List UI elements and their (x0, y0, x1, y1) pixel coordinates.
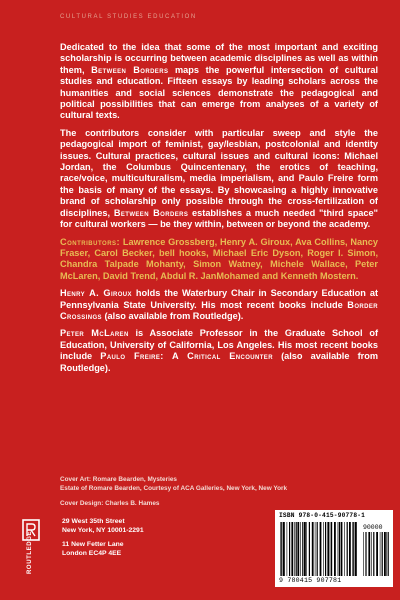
author-name: Henry A. Giroux (60, 288, 132, 299)
isbn-barcode (275, 510, 393, 587)
book-reference: Border Crossings (60, 299, 378, 321)
barcode-main-icon (279, 522, 359, 576)
description-paragraph-2: The contributors consider with particular sweep and style the pedagogical import of feminist, gay/lesbian, postcolonial and identity issues. Cultural practices, cultural issues and cultural icons: Michael Jordan, the Columbus Quincentenary, the erotics of teaching, race/voice, multiculturalism, media imperialism, and Paulo Freire form the basis of many of the essays. By showcasing a highly innovative brand of scholarship only possible through the cross-fertilization of disciplines, Between Borders establishes a much needed "third space" for cultural workers — be they within, between or beyond the academy. (60, 127, 378, 230)
contributors-names: Lawrence Grossberg, Henry A. Giroux, Ava Collins, Nancy Fraser, Carol Becker, bell hooks, Michael Eric Dyson, Roger I. Simon, Chandra Talpade Mohanty, Simon Watney, Michele Wallace, Peter McLaren, David Trend, Abdul R. JanMohamed and Kenneth Mostern. (60, 236, 378, 281)
cover-design-credit: Cover Design: Charles B. Hames (60, 500, 160, 507)
publisher-addresses (62, 518, 144, 558)
logo-wordmark: ROUTLEDGE (27, 530, 33, 574)
barcode-digits: 9 780415 907781 (279, 577, 342, 584)
address-line: New York, NY 10001-2291 (62, 526, 144, 534)
publisher-block (20, 518, 180, 578)
author-bio-giroux: Henry A. Giroux holds the Waterbury Chair in Secondary Education at Pennsylvania State University. His most recent books include Border Crossings (also available from Routledge). (60, 288, 379, 321)
estate-credit: Estate of Romare Bearden, Courtesy of ACA Galleries, New York, New York (60, 485, 288, 492)
series-label: CULTURAL STUDIES EDUCATION (60, 14, 197, 20)
barcode-addon-number: 90000 (363, 524, 383, 531)
description-paragraph-1: Dedicated to the idea that some of the most important and exciting scholarship is occurring between academic disciplines as well as within them, Between Borders maps the powerful intersection of cultural studies and education. Fifteen essays by leading scholars across the humanities and social sciences demonstrate the pedagogical and political possibilities that can emerge from analyses of a variety of cultural texts. (60, 42, 378, 121)
address-line: 11 New Fetter Lane (62, 541, 124, 549)
address-line: London EC4P 4EE (62, 549, 122, 557)
book-reference: Paulo Freire: A Critical Encounter (100, 351, 273, 362)
cover-credits (60, 475, 378, 508)
author-name: Peter McLaren (60, 328, 129, 339)
cover-copy (60, 42, 378, 380)
book-title: Between Borders (113, 207, 189, 218)
author-bio-mclaren: Peter McLaren is Associate Professor in the Graduate School of Education, University of California, Los Angeles. His most recent books include Paulo Freire: A Critical Encounter (also available from Routledge). (60, 328, 379, 373)
barcode-addon-icon (362, 532, 390, 576)
contributors-list (60, 237, 378, 283)
book-title: Between Borders (91, 64, 169, 75)
address-line: 29 West 35th Street (62, 518, 125, 525)
routledge-logo-icon (20, 518, 54, 576)
contributors-label: Contributors: (60, 236, 121, 247)
isbn-number: ISBN 978-0-415-90778-1 (279, 512, 366, 519)
cover-art-credit: Cover Art: Romare Bearden, Mysteries (60, 476, 177, 483)
